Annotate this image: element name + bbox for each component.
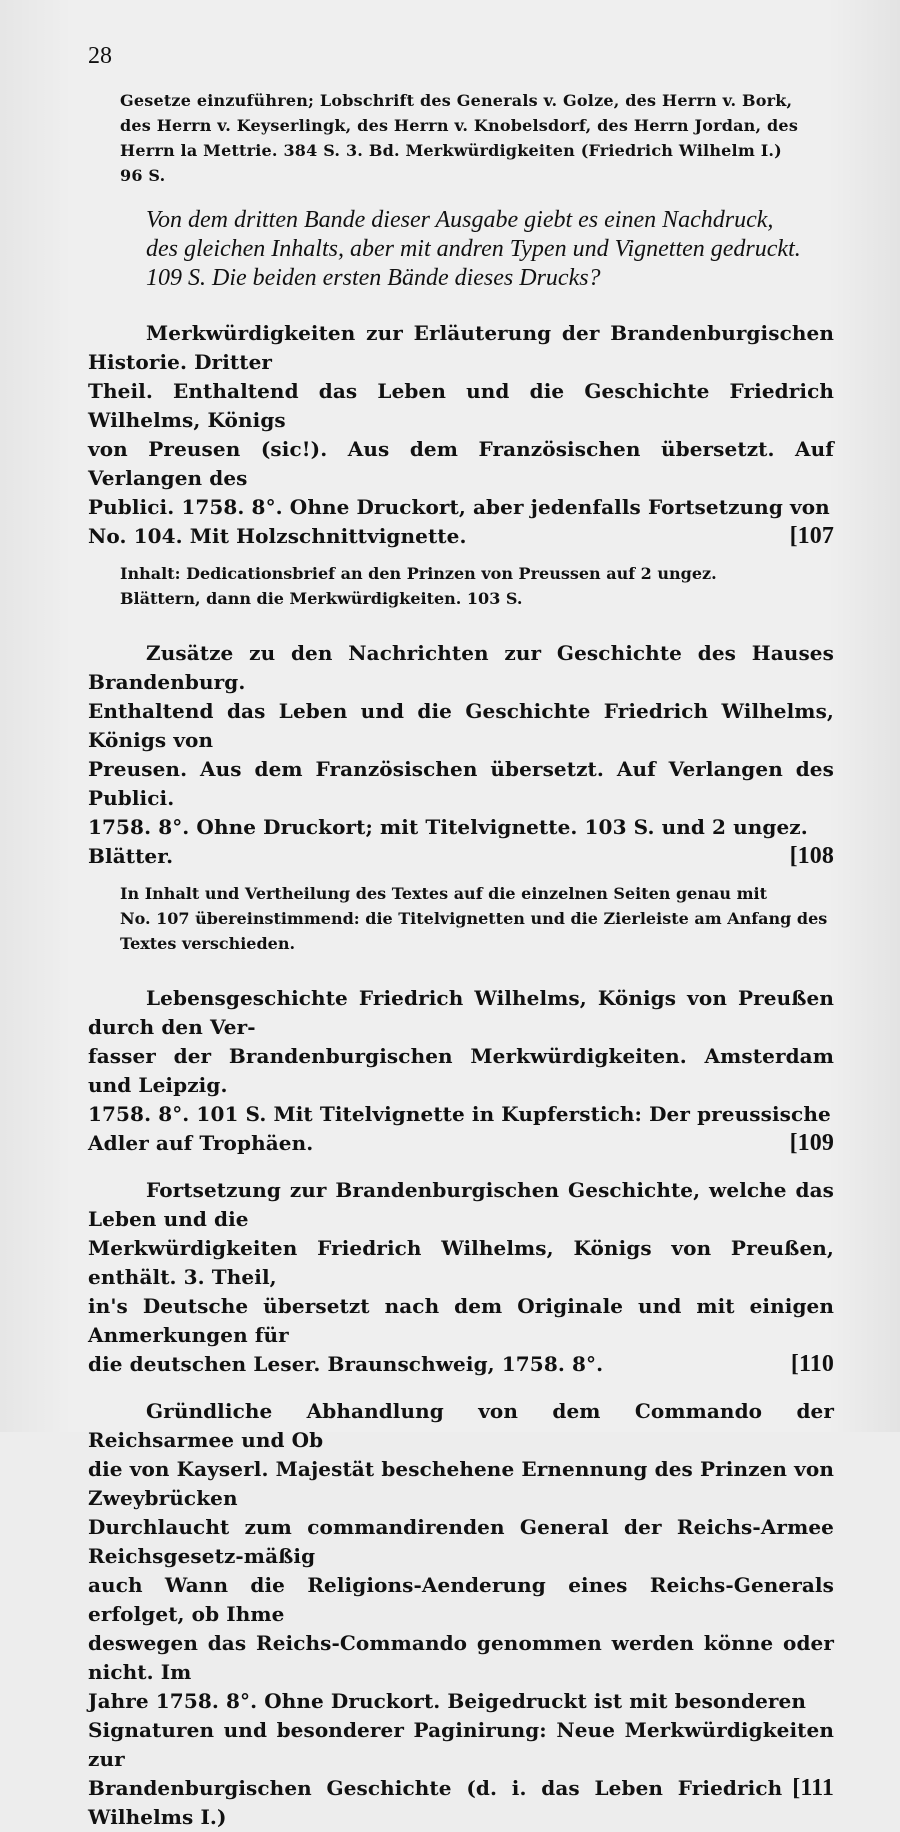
- entry-110-main: [88, 1176, 834, 1379]
- entry-111-line-8: Brandenburgischen Geschichte (d. i. das Leben Friedrich Wilhelms I.): [88, 1776, 783, 1829]
- entry-108-line-4: 1758. 8°. Ohne Druckort; mit Titelvignette. 103 S. und 2 ungez.: [88, 815, 808, 839]
- entry-108-number: [108: [789, 843, 834, 869]
- entry-108-main: [88, 639, 834, 871]
- entry-111-line-3: Durchlaucht zum commandirenden General der Reichs-Armee Reichsgesetz-mäßig: [88, 1515, 834, 1568]
- italic-note-line-2: des gleichen Inhalts, aber mit andren Typen und Vignetten gedruckt.: [146, 236, 801, 262]
- entry-108-note-line-3: Textes verschieden.: [120, 934, 296, 953]
- entry-109-number: [109: [789, 1130, 834, 1156]
- top-note-line-4: 96 S.: [120, 166, 166, 185]
- entry-110-line-2: Merkwürdigkeiten Friedrich Wilhelms, Königs von Preußen, enthält. 3. Theil,: [88, 1236, 834, 1289]
- entry-107-line-1: Merkwürdigkeiten zur Erläuterung der Brandenburgischen Historie. Dritter: [88, 321, 834, 374]
- entry-110: [88, 1176, 834, 1379]
- entry-107-line-3: von Preusen (sic!). Aus dem Französischen übersetzt. Auf Verlangen des: [88, 437, 834, 490]
- page-number: 28: [88, 43, 112, 69]
- entry-109-line-3: 1758. 8°. 101 S. Mit Titelvignette in Kupferstich: Der preussische: [88, 1102, 831, 1126]
- entry-107-main: [88, 319, 834, 551]
- entry-111-number: [111: [792, 1775, 834, 1801]
- italic-note-line-3: 109 S. Die beiden ersten Bände dieses Drucks?: [146, 265, 601, 291]
- entry-108-line-1: Zusätze zu den Nachrichten zur Geschichte des Hauses Brandenburg.: [88, 641, 834, 694]
- entry-111-line-1: Gründliche Abhandlung von dem Commando der Reichsarmee und Ob: [88, 1399, 834, 1452]
- entry-111-line-2: die von Kayserl. Majestät beschehene Ernennung des Prinzen von Zweybrücken: [88, 1457, 834, 1510]
- entry-110-line-3: in's Deutsche übersetzt nach dem Originale und mit einigen Anmerkungen für: [88, 1294, 834, 1347]
- entry-107-note: [120, 561, 836, 611]
- entry-109-line-1: Lebensgeschichte Friedrich Wilhelms, Königs von Preußen durch den Ver-: [88, 986, 834, 1039]
- entry-107-line-2: Theil. Enthaltend das Leben und die Geschichte Friedrich Wilhelms, Königs: [88, 379, 834, 432]
- entry-107-line-4: Publici. 1758. 8°. Ohne Druckort, aber jedenfalls Fortsetzung von: [88, 495, 830, 519]
- entry-111-main: [88, 1397, 834, 1832]
- entry-108-note-line-1: In Inhalt und Vertheilung des Textes auf die einzelnen Seiten genau mit: [120, 884, 767, 903]
- entry-107-number: [107: [789, 523, 834, 549]
- entry-109: [88, 984, 834, 1158]
- top-note-line-2: des Herrn v. Keyserlingk, des Herrn v. Knobelsdorf, des Herrn Jordan, des: [120, 116, 799, 135]
- entry-109-line-2: fasser der Brandenburgischen Merkwürdigkeiten. Amsterdam und Leipzig.: [88, 1044, 834, 1097]
- entry-108-note: [120, 881, 836, 956]
- entry-109-line-4: Adler auf Trophäen.: [88, 1131, 314, 1155]
- italic-note-line-1: Von dem dritten Bande dieser Ausgabe giebt es einen Nachdruck,: [146, 207, 774, 233]
- entry-110-number: [110: [790, 1351, 834, 1377]
- entry-108-line-5: Blätter.: [88, 844, 174, 868]
- top-note-line-1: Gesetze einzuführen; Lobschrift des Generals v. Golze, des Herrn v. Bork,: [120, 91, 793, 110]
- entry-110-line-4: die deutschen Leser. Braunschweig, 1758. 8°.: [88, 1352, 604, 1376]
- entry-108-note-line-2: No. 107 übereinstimmend: die Titelvignetten und die Zierleiste am Anfang des: [120, 909, 828, 928]
- entry-107-note-line-2: Blättern, dann die Merkwürdigkeiten. 103 S.: [120, 589, 523, 608]
- entry-107-line-5: No. 104. Mit Holzschnittvignette.: [88, 524, 467, 548]
- entry-108-line-3: Preusen. Aus dem Französischen übersetzt. Auf Verlangen des Publici.: [88, 757, 834, 810]
- entry-109-main: [88, 984, 834, 1158]
- entry-108: [88, 639, 834, 956]
- entry-111-line-6: Jahre 1758. 8°. Ohne Druckort. Beigedruckt ist mit besonderen: [88, 1689, 807, 1713]
- entry-108-line-2: Enthaltend das Leben und die Geschichte Friedrich Wilhelms, Königs von: [88, 699, 834, 752]
- top-note-line-3: Herrn la Mettrie. 384 S. 3. Bd. Merkwürdigkeiten (Friedrich Wilhelm I.): [120, 141, 782, 160]
- entry-111-line-4: auch Wann die Religions-Aenderung eines Reichs-Generals erfolget, ob Ihme: [88, 1573, 834, 1626]
- top-note: [120, 88, 836, 188]
- entry-110-line-1: Fortsetzung zur Brandenburgischen Geschichte, welche das Leben und die: [88, 1178, 834, 1231]
- entry-111-line-5: deswegen das Reichs-Commando genommen werden könne oder nicht. Im: [88, 1631, 834, 1684]
- italic-note: [88, 206, 834, 293]
- entry-107: [88, 319, 834, 611]
- entry-111: [88, 1397, 834, 1832]
- entry-107-note-line-1: Inhalt: Dedicationsbrief an den Prinzen von Preussen auf 2 ungez.: [120, 564, 717, 583]
- entry-111-line-7: Signaturen und besonderer Paginirung: Neue Merkwürdigkeiten zur: [88, 1718, 834, 1771]
